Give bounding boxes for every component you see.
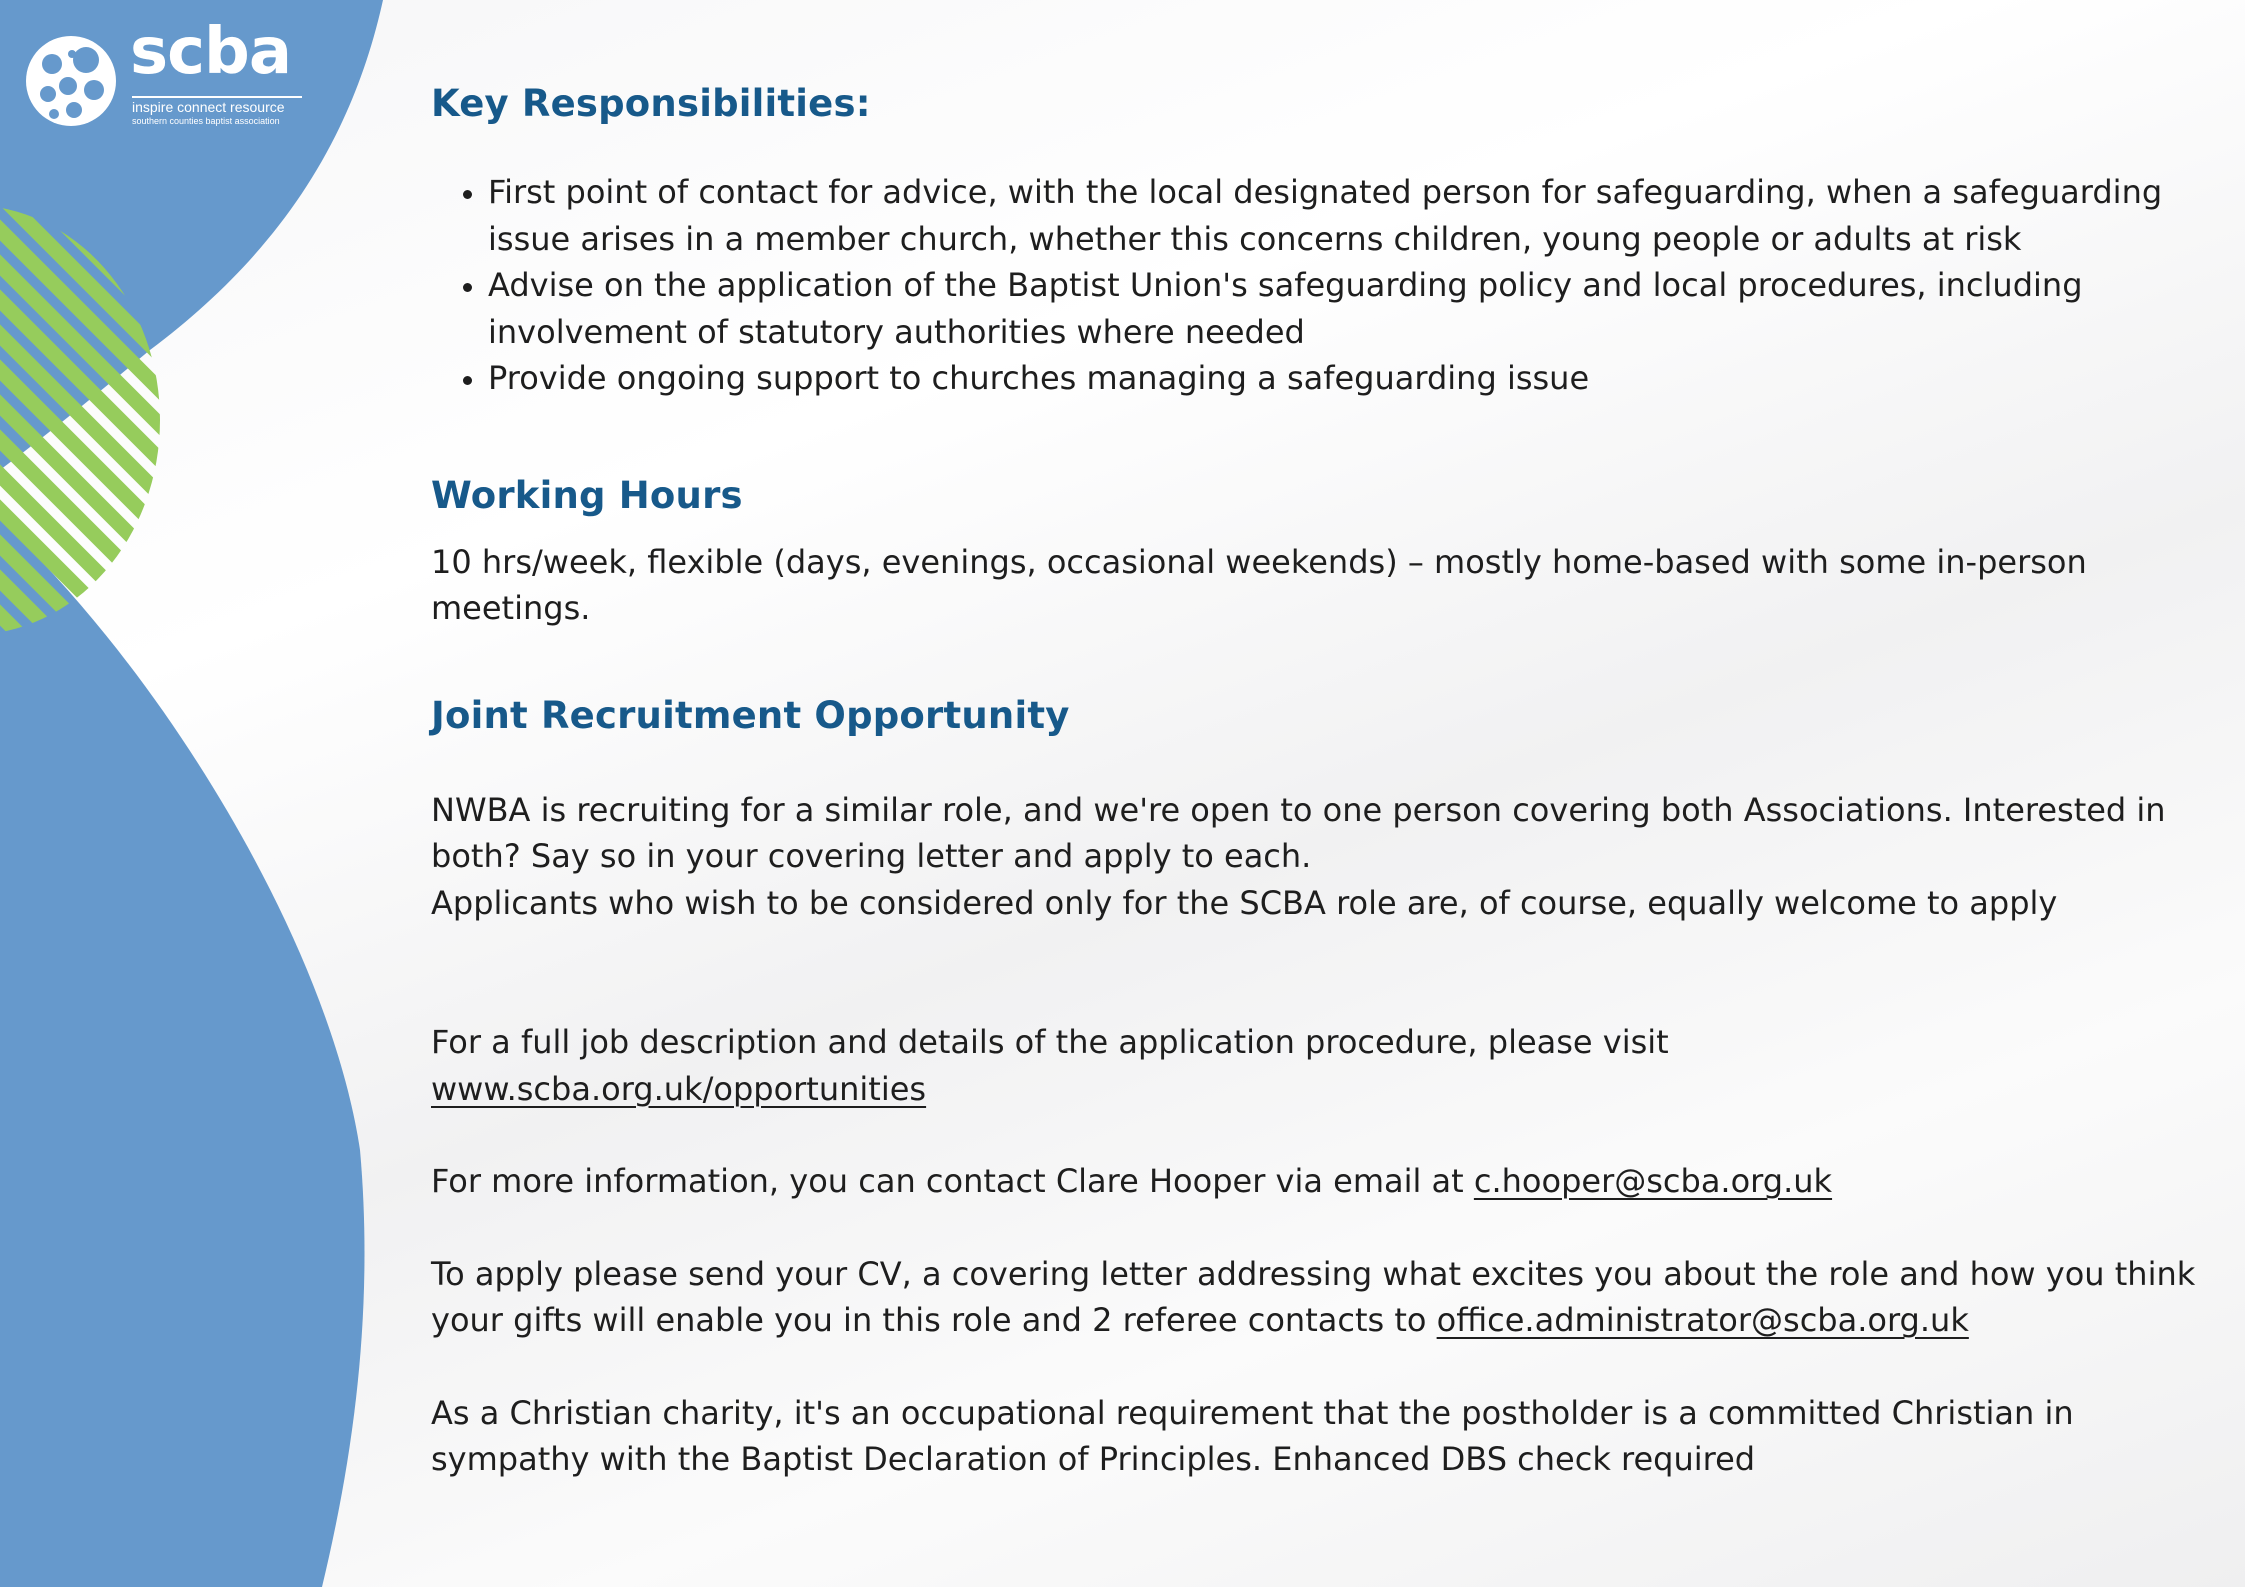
apply-label: To apply please send your CV, a covering letter addressing what excites you about the role and how you think your gifts will enable you in this role and 2 referee contacts to (431, 1254, 2196, 1339)
joint-recruitment-text: NWBA is recruiting for a similar role, and we're open to one person covering both Associations. Interested in both? Say so in your covering letter and apply to each. (431, 790, 2166, 875)
working-hours-text: 10 hrs/week, flexible (days, evenings, occasional weekends) – mostly home-based with some in-person meetings. (431, 542, 2087, 627)
details-text: For a full job description and details of the application procedure, please visit (431, 1023, 1669, 1061)
logo-subtitle: southern counties baptist association (132, 116, 280, 126)
contact-label: For more information, you can contact Clare Hooper via email at (431, 1162, 1474, 1200)
contact-email-link[interactable]: c.hooper@scba.org.uk (1473, 1162, 1833, 1200)
list-item: Provide ongoing support to churches managing a safeguarding issue (488, 355, 2211, 402)
responsibilities-list (431, 169, 2211, 402)
working-hours-heading: Working Hours (431, 473, 743, 517)
contact-text (431, 1158, 2211, 1205)
apply-text (431, 1251, 2211, 1344)
joint-recruitment-note: Applicants who wish to be considered only for the SCBA role are, of course, equally welcome to apply (431, 883, 2058, 922)
details-link-line (431, 1066, 2211, 1113)
list-item: Advise on the application of the Baptist Union's safeguarding policy and local procedures, including involvement of statutory authorities where needed (488, 262, 2211, 355)
responsibilities-heading: Key Responsibilities: (431, 82, 871, 125)
main-content (431, 82, 2211, 1483)
list-item: First point of contact for advice, with the local designated person for safeguarding, when a safeguarding issue arises in a member church, whether this concerns children, young people or adults at risk (488, 169, 2211, 262)
requirement-text: As a Christian charity, it's an occupational requirement that the postholder is a committed Christian in sympathy with the Baptist Declaration of Principles. Enhanced DBS check required (431, 1393, 2074, 1478)
logo-wordmark: scba (130, 15, 292, 89)
scba-logo (24, 15, 314, 134)
bottom-blue-swoosh (0, 520, 365, 1587)
logo-divider (132, 96, 302, 98)
apply-email-link[interactable]: office.administrator@scba.org.uk (1436, 1301, 1969, 1339)
logo-tagline: inspire connect resource (132, 99, 285, 115)
logo-circle-icon (24, 34, 118, 128)
joint-recruitment-heading: Joint Recruitment Opportunity (431, 693, 1070, 737)
opportunities-link[interactable]: www.scba.org.uk/opportunities (431, 1069, 927, 1108)
